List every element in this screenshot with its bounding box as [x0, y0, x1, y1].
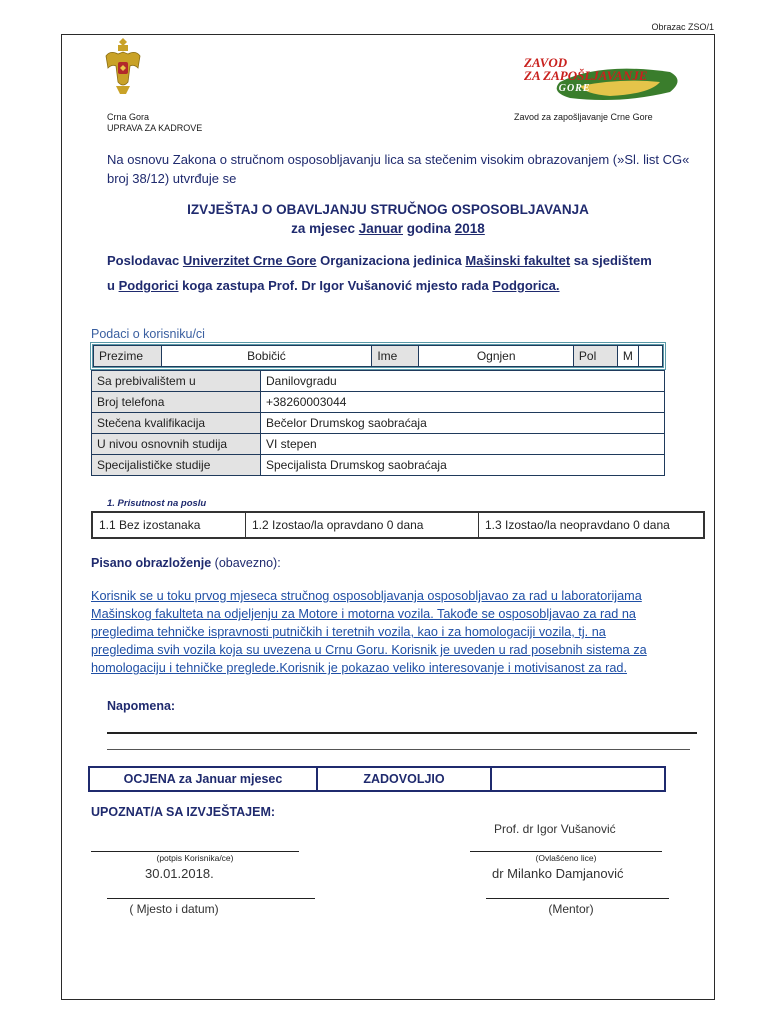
grade-value: ZADOVOLJIO [317, 767, 491, 791]
date-value: 30.01.2018. [145, 866, 214, 881]
representative-text: koga zastupa Prof. Dr Igor Vušanović mjesto rada [182, 278, 489, 293]
surname-value: Bobičić [161, 346, 372, 367]
row-label: Broj telefona [92, 392, 261, 413]
place-date-line [107, 898, 315, 899]
intro-text: Na osnovu Zakona o stručnom osposobljavanju lica sa stečenim visokim obrazovanjem (»Sl. list CG« broj 38/12) utvrđuje se [107, 152, 690, 186]
place-date-caption: ( Mjesto i datum) [129, 902, 219, 916]
row-label: Specijalističke studije [92, 455, 261, 476]
written-hint: (obavezno): [214, 556, 281, 570]
row-label: Sa prebivalištem u [92, 371, 261, 392]
employer-label: Poslodavac [107, 253, 180, 268]
authorized-caption: (Ovlašćeno lice) [535, 853, 597, 863]
grade-table [88, 766, 666, 792]
report-title: IZVJEŠTAJ O OBAVLJANJU STRUČNOG OSPOSOBLJAVANJA [187, 202, 589, 217]
logo-line1: ZAVOD [524, 55, 568, 70]
row-value: Specijalista Drumskog saobraćaja [261, 455, 665, 476]
table-row [92, 392, 665, 413]
user-header-table-wrap [90, 342, 666, 370]
grade-extra [491, 767, 665, 791]
justification-line: Korisnik se u toku prvog mjeseca stručnog osposobljavanja osposobljavao za rad u laboratorijama [91, 589, 642, 603]
mentor-caption: (Mentor) [548, 902, 594, 916]
surname-label: Prezime [94, 346, 162, 367]
left-org [107, 112, 202, 134]
user-signature-caption: (potpis Korisnika/ce) [156, 853, 234, 863]
year-prefix: godina [406, 221, 452, 236]
table-row [92, 455, 665, 476]
table-row [92, 413, 665, 434]
justification-line: pregledima tehničke ispravnosti putničkih i teretnih vozila, kao i za homologaciji vozila, tj. na [91, 625, 606, 639]
seat-label: sa sjedištem [573, 253, 652, 268]
attendance-heading: 1. Prisutnost na poslu [107, 498, 207, 509]
table-row [92, 434, 665, 455]
row-value: Bečelor Drumskog saobraćaja [261, 413, 665, 434]
attendance-table [91, 511, 705, 539]
sex-value: M [617, 346, 638, 367]
row-label: U nivou osnovnih studija [92, 434, 261, 455]
note-label: Napomena: [107, 699, 176, 713]
justification-line: homologaciju i tehničke preglede.Korisnik je pokazao veliko interesovanje i motivisanost za rad. [91, 661, 627, 675]
seat-city: Podgorici [118, 278, 179, 293]
excused-absence-cell: 1.2 Izostao/la opravdano 0 dana [246, 512, 479, 538]
written-explanation-label [91, 556, 281, 570]
employment-agency-logo [520, 52, 690, 108]
user-details-table [91, 370, 665, 476]
org-unit-name: Mašinski fakultet [465, 253, 571, 268]
justification-line: Mašinskog fakulteta na odjeljenju za Motore i motorna vozila. Takođe se osposobljavao za rad na [91, 607, 636, 621]
department-name: UPRAVA ZA KADROVE [107, 123, 203, 133]
user-header-table [93, 345, 663, 367]
row-value: Danilovgradu [261, 371, 665, 392]
mentor-signature-line [486, 898, 669, 899]
user-signature-line [91, 851, 299, 852]
authorized-signature-line [470, 851, 662, 852]
in-label: u [107, 278, 115, 293]
justification-line: pregledima svih vozila koja su uvezena u Crnu Goru. Korisnik je uveden u rad posebnih sistema za [91, 643, 647, 657]
justification-text [91, 587, 701, 677]
work-place: Podgorica. [492, 278, 560, 293]
coat-of-arms-logo [104, 36, 142, 113]
user-section-label: Podaci o korisniku/ci [91, 327, 205, 341]
employer-line-2 [107, 278, 560, 293]
note-line [107, 732, 697, 734]
acknowledged-label: UPOZNAT/A SA IZVJEŠTAJEM: [91, 805, 276, 819]
logo-line2: ZA ZAPOŠLJAVANJE [524, 68, 648, 83]
grade-label: OCJENA za Januar mjesec [89, 767, 317, 791]
row-value: VI stepen [261, 434, 665, 455]
employer-line-1 [107, 253, 652, 268]
table-row [92, 371, 665, 392]
org-unit-label: Organizaciona jedinica [320, 253, 462, 268]
authorized-name: dr Milanko Damjanović [492, 866, 624, 881]
name-label: Ime [372, 346, 419, 367]
logo-line3: CRNE GORE [524, 83, 591, 94]
report-subtitle [61, 221, 715, 236]
no-absence-cell: 1.1 Bez izostanaka [92, 512, 246, 538]
country-name: Crna Gora [107, 112, 150, 122]
written-label: Pisano obrazloženje [91, 556, 212, 570]
unexcused-absence-cell: 1.3 Izostao/la neopravdano 0 dana [479, 512, 705, 538]
report-month: Januar [358, 221, 403, 236]
sex-label: Pol [573, 346, 617, 367]
agency-caption: Zavod za zapošljavanje Crne Gore [514, 112, 653, 122]
sex-extra-cell [639, 346, 663, 367]
report-year: 2018 [454, 221, 485, 236]
mentor-name: Prof. dr Igor Vušanović [494, 822, 616, 836]
month-prefix: za mjesec [291, 221, 355, 236]
form-code: Obrazac ZSO/1 [651, 22, 714, 32]
row-value: +38260003044 [261, 392, 665, 413]
employer-name: Univerzitet Crne Gore [182, 253, 317, 268]
row-label: Stečena kvalifikacija [92, 413, 261, 434]
note-line [107, 749, 690, 750]
name-value: Ognjen [419, 346, 574, 367]
